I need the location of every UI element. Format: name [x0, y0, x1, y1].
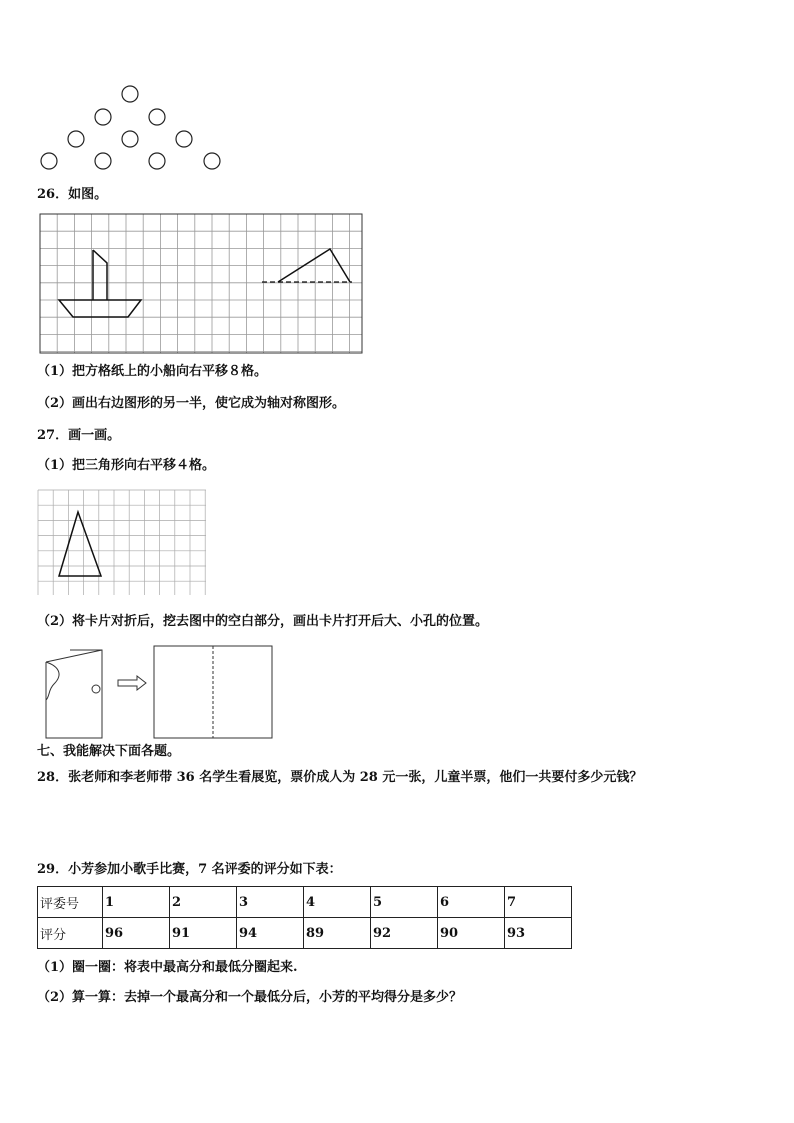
arrow-icon: [118, 676, 146, 690]
table-cell[interactable]: 91: [170, 918, 237, 949]
q29-text: 29．小芳参加小歌手比赛，7 名评委的评分如下表：: [37, 862, 342, 877]
folded-card-figure: [40, 640, 280, 744]
table-cell: 5: [371, 887, 438, 918]
table-row: [38, 887, 572, 918]
q27-sub2: （2）将卡片对折后，挖去图中的空白部分，画出卡片打开后大、小孔的位置。: [37, 614, 489, 629]
table-cell: 3: [237, 887, 304, 918]
table-cell: 1: [103, 887, 170, 918]
table-cell[interactable]: 92: [371, 918, 438, 949]
triangle-figure: [59, 512, 101, 576]
q26-title: 26．如图。: [37, 187, 108, 202]
table-cell[interactable]: 89: [304, 918, 371, 949]
table-cell[interactable]: 90: [438, 918, 505, 949]
q29-sub1: （1）圈一圈：将表中最高分和最低分圈起来.: [37, 960, 298, 975]
table-cell[interactable]: 96: [103, 918, 170, 949]
q26-sub2: （2）画出右边图形的另一半，使它成为轴对称图形。: [37, 396, 346, 411]
table-cell: 7: [505, 887, 572, 918]
boat-figure: [59, 250, 141, 317]
q27-sub1: （1）把三角形向右平移４格。: [37, 458, 216, 473]
q27-title: 27．画一画。: [37, 428, 121, 443]
q27-grid-figure[interactable]: [38, 490, 208, 598]
table-header-cell: 评委号: [38, 887, 103, 918]
q26-grid-figure[interactable]: [40, 214, 365, 356]
score-table: [37, 886, 572, 949]
table-cell: 2: [170, 887, 237, 918]
section-7-title: 七、我能解决下面各题。: [37, 744, 181, 759]
q26-sub1: （1）把方格纸上的小船向右平移８格。: [37, 364, 268, 379]
q28-text: 28．张老师和李老师带 36 名学生看展览，票价成人为 28 元一张，儿童半票，他们一共要付多少元钱？: [37, 770, 643, 785]
table-cell[interactable]: 94: [237, 918, 304, 949]
table-cell: 4: [304, 887, 371, 918]
table-row: [38, 918, 572, 949]
table-header-cell: 评分: [38, 918, 103, 949]
table-cell: 6: [438, 887, 505, 918]
table-cell[interactable]: 93: [505, 918, 572, 949]
q29-sub2: （2）算一算：去掉一个最高分和一个最低分后，小芳的平均得分是多少？: [37, 990, 463, 1005]
